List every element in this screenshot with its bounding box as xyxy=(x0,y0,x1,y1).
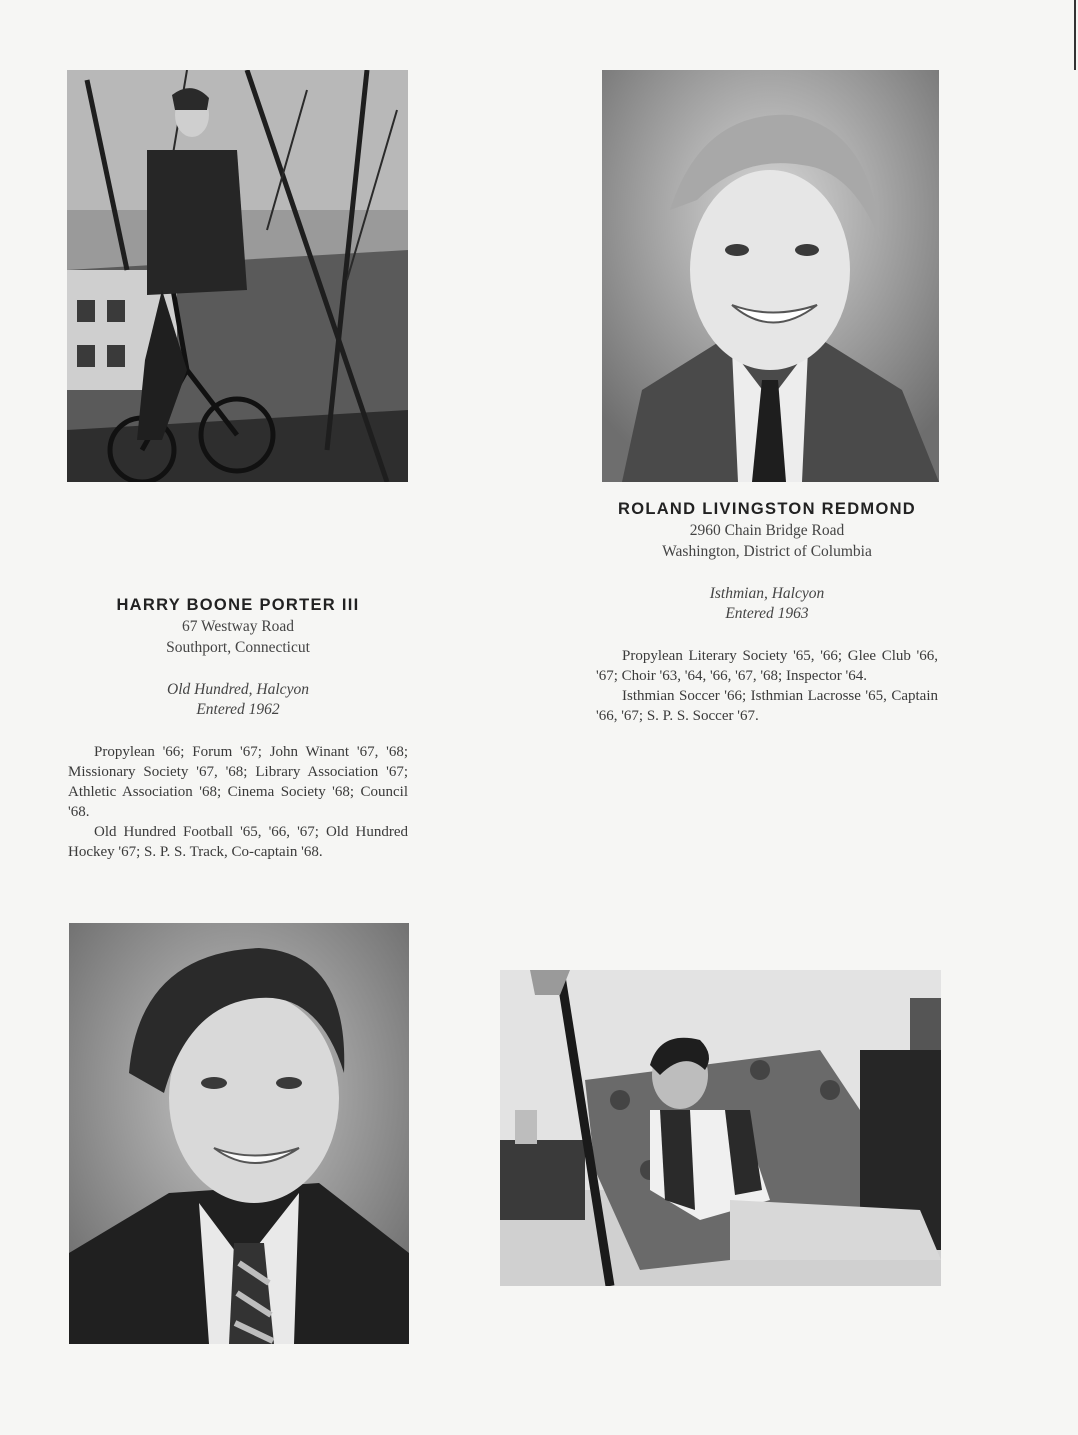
address-street: 67 Westway Road xyxy=(181,618,295,635)
activities-paragraph: Propylean Literary Society '65, '66; Glee Club '66, '67; Choir '63, '64, '66, '67, '68; Inspector '64. xyxy=(596,648,938,684)
athletics-paragraph: Old Hundred Football '65, '66, '67; Old Hundred Hockey '67; S. P. S. Track, Co-captain '68. xyxy=(68,824,408,860)
activities-paragraph: Propylean '66; Forum '67; John Winant '67, '68; Missionary Society '67, '68; Library Association '67; Athletic Association '68; Cinema Society '68; Council '68. xyxy=(68,744,408,820)
address-city: Washington, District of Columbia xyxy=(662,543,872,560)
entry-redmond xyxy=(596,499,938,726)
entered-year: Entered 1963 xyxy=(725,605,809,622)
photo-redmond-couch xyxy=(500,970,941,1286)
photo-redmond-portrait xyxy=(602,70,939,482)
athletics-paragraph: Isthmian Soccer '66; Isthmian Lacrosse '65, Captain '66, '67; S. P. S. Soccer '67. xyxy=(596,688,938,724)
photo-porter-portrait xyxy=(69,923,409,1344)
address-street: 2960 Chain Bridge Road xyxy=(689,522,845,539)
page-edge-mark xyxy=(1074,0,1076,70)
photo-porter-bicycle xyxy=(67,70,408,482)
student-name: ROLAND LIVINGSTON REDMOND xyxy=(617,500,917,518)
entered-year: Entered 1962 xyxy=(196,701,280,718)
entry-porter xyxy=(68,595,408,862)
club-memberships: Isthmian, Halcyon xyxy=(709,585,825,602)
student-name: HARRY BOONE PORTER III xyxy=(116,596,360,614)
address-city: Southport, Connecticut xyxy=(166,639,310,656)
club-memberships: Old Hundred, Halcyon xyxy=(167,681,309,698)
